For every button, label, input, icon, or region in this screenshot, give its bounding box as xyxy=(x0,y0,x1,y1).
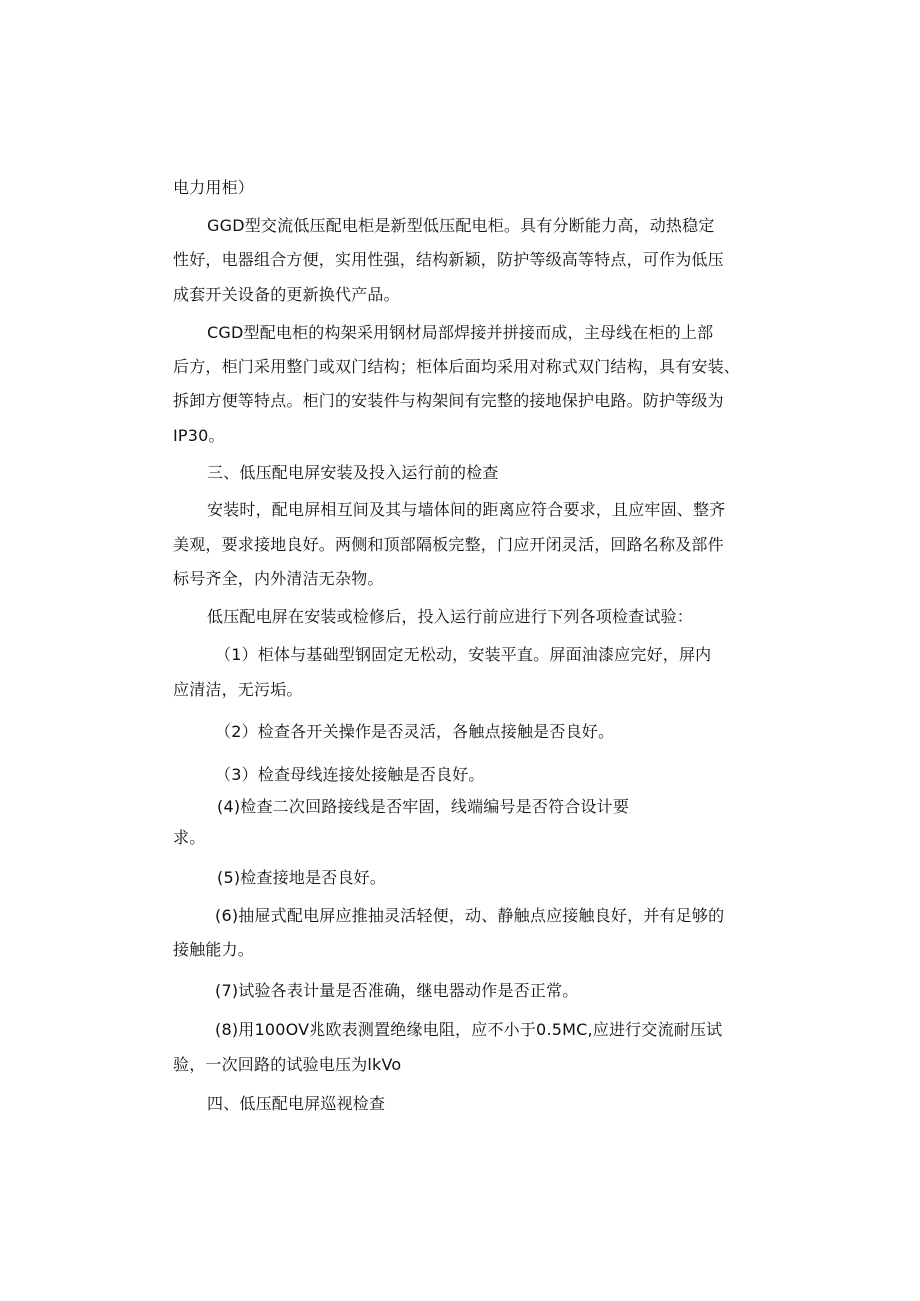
list-item: (7)试验各表计量是否准确，继电器动作是否正常。 xyxy=(215,981,579,1000)
text-line: 求。 xyxy=(173,828,206,847)
text-line: CGD型配电柜的构架采用钢材局部焊接并拼接而成，主母线在柜的上部 xyxy=(207,323,714,342)
text-line: 美观，要求接地良好。两侧和顶部隔板完整，门应开闭灵活，回路名称及部件 xyxy=(173,535,724,554)
section-heading: 三、低压配电屏安装及投入运行前的检查 xyxy=(207,463,499,482)
text-line: IP30。 xyxy=(173,426,225,445)
text-line: 验，一次回路的试验电压为lkVo xyxy=(173,1055,402,1074)
text-line: 应清洁，无污垢。 xyxy=(173,680,303,699)
text-line: 性好，电器组合方便，实用性强，结构新颖，防护等级高等特点，可作为低压 xyxy=(173,250,724,269)
text-line: 安装时，配电屏相互间及其与墙体间的距离应符合要求，且应牢固、整齐 xyxy=(207,500,726,519)
text-line: 电力用柜） xyxy=(173,178,255,197)
list-item: (6)抽屉式配电屏应推抽灵活轻便，动、静触点应接触良好，并有足够的 xyxy=(215,906,725,925)
text-line: 后方，柜门采用整门或双门结构；柜体后面均采用对称式双门结构，具有安装、 xyxy=(173,357,741,376)
list-item: (4)检查二次回路接线是否牢固，线端编号是否符合设计要 xyxy=(217,797,630,816)
list-item: （2）检查各开关操作是否灵活，各触点接触是否良好。 xyxy=(215,722,615,741)
list-item: （3）检查母线连接处接触是否良好。 xyxy=(215,765,485,784)
list-item: (8)用100OV兆欧表测置绝缘电阻，应不小于0.5MC,应进行交流耐压试 xyxy=(215,1020,723,1039)
list-item: (5)检查接地是否良好。 xyxy=(217,868,387,887)
text-line: 低压配电屏在安装或检修后，投入运行前应进行下列各项检查试验： xyxy=(207,607,694,626)
text-line: 接触能力。 xyxy=(173,940,255,959)
text-line: 成套开关设备的更新换代产品。 xyxy=(173,285,400,304)
section-heading: 四、低压配电屏巡视检查 xyxy=(207,1094,386,1113)
list-item: （1）柜体与基础型钢固定无松动，安装平直。屏面油漆应完好，屏内 xyxy=(215,645,712,664)
text-line: 拆卸方便等特点。柜门的安装件与构架间有完整的接地保护电路。防护等级为 xyxy=(173,391,724,410)
text-line: 标号齐全，内外清洁无杂物。 xyxy=(173,569,384,588)
text-line: GGD型交流低压配电柜是新型低压配电柜。具有分断能力高，动热稳定 xyxy=(207,216,715,235)
